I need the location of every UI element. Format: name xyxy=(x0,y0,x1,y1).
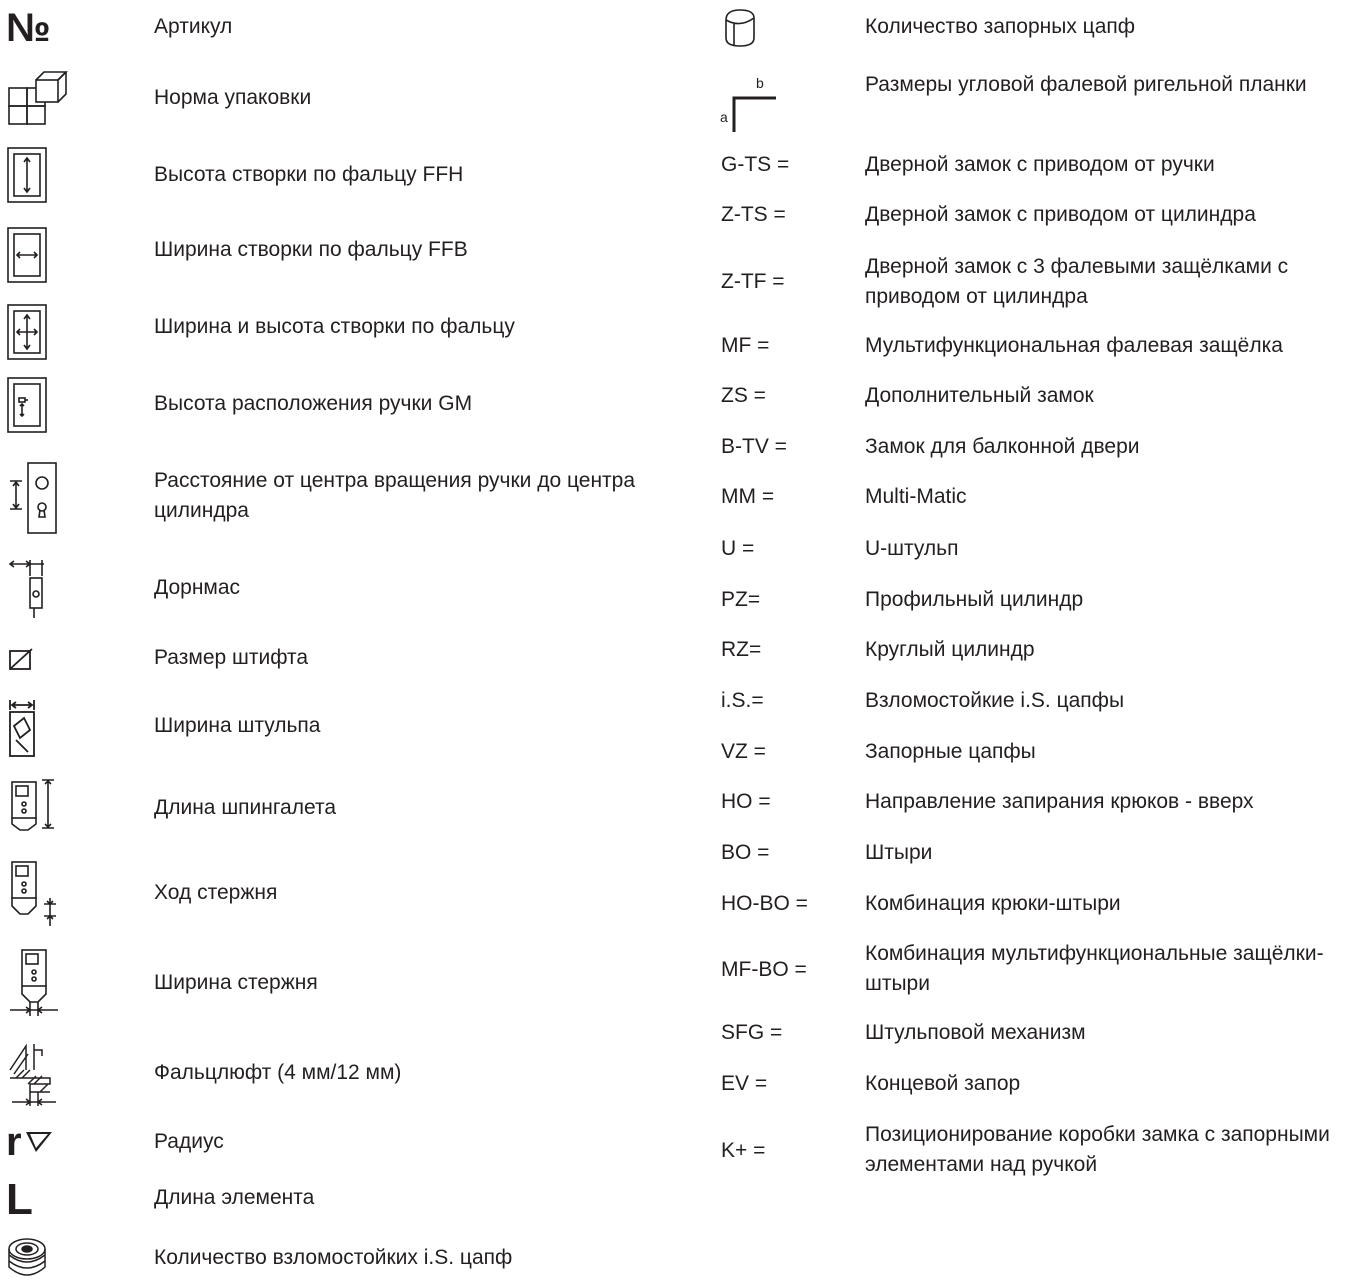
legend-row xyxy=(700,150,1349,180)
legend-symbol: VZ = xyxy=(721,740,766,763)
legend-row xyxy=(700,939,1349,999)
shoot-bolt-length-icon xyxy=(6,776,76,840)
legend-text: Высота расположения ручки GM xyxy=(154,392,473,415)
legend-symbol: i.S.= xyxy=(721,689,764,712)
faceplate-width-icon xyxy=(6,696,76,760)
legend-row xyxy=(700,737,1349,767)
legend-text: Дополнительный замок xyxy=(865,384,1094,407)
legend-row xyxy=(0,556,680,620)
legend-row xyxy=(0,68,680,128)
legend-row xyxy=(0,0,680,56)
handle-height-icon xyxy=(6,375,76,435)
legend-text: Дорнмас xyxy=(154,576,241,599)
legend-row xyxy=(700,1120,1349,1180)
legend-symbol: G-TS = xyxy=(721,153,790,176)
legend-row xyxy=(0,145,680,205)
legend-text: Дверной замок с приводом от ручки xyxy=(865,153,1215,176)
legend-symbol: RZ= xyxy=(721,638,762,661)
legend-symbol: MF-BO = xyxy=(721,958,807,981)
security-cam-icon xyxy=(6,1236,76,1286)
legend-text: Размер штифта xyxy=(154,646,309,669)
legend-row xyxy=(0,858,680,928)
legend-text: Круглый цилиндр xyxy=(865,638,1035,661)
legend-text: Комбинация крюки-штыри xyxy=(865,892,1121,915)
legend-row xyxy=(700,200,1349,230)
legend-symbol: EV = xyxy=(721,1072,768,1095)
angle-label-b: b xyxy=(756,75,764,91)
legend-text: Количество взломостойких i.S. цапф xyxy=(154,1246,513,1269)
locking-cam-icon xyxy=(720,6,756,55)
legend-row xyxy=(700,482,1349,512)
backset-icon xyxy=(6,556,76,620)
legend-row xyxy=(700,381,1349,411)
legend-text: Взломостойкие i.S. цапфы xyxy=(865,689,1125,712)
legend-row xyxy=(700,1069,1349,1099)
legend-text: Ширина штульпа xyxy=(154,714,321,737)
legend-row xyxy=(700,534,1349,564)
legend-text: Ширина створки по фальцу FFB xyxy=(154,238,468,261)
legend-row xyxy=(0,946,680,1022)
legend-symbol: U = xyxy=(721,537,755,560)
legend-text: Multi-Matic xyxy=(865,485,967,508)
legend-row xyxy=(0,458,680,538)
legend-text: Высота створки по фальцу FFH xyxy=(154,163,464,186)
legend-text: Мультифункциональная фалевая защёлка xyxy=(865,334,1283,357)
legend-text: Норма упаковки xyxy=(154,86,312,109)
legend-row xyxy=(0,1176,680,1224)
legend-text: Штульповой механизм xyxy=(865,1021,1086,1044)
legend-symbol: SFG = xyxy=(721,1021,783,1044)
legend-text: Комбинация мультифункциональные защёлки-штыри xyxy=(865,942,1324,995)
legend-row xyxy=(0,1236,680,1286)
legend-row xyxy=(700,1018,1349,1048)
pin-size-icon xyxy=(6,640,76,680)
rod-width-icon xyxy=(6,946,76,1022)
radius-icon: r xyxy=(6,1122,76,1162)
legend-symbol: HO-BO = xyxy=(721,892,808,915)
legend-text: Профильный цилиндр xyxy=(865,588,1084,611)
legend-text: Замок для балконной двери xyxy=(865,435,1140,458)
legend-row xyxy=(0,225,680,285)
legend-text: Дверной замок с приводом от цилиндра xyxy=(865,203,1256,226)
legend-symbol: HO = xyxy=(721,790,771,813)
legend-row xyxy=(0,640,680,680)
legend-text: Ширина и высота створки по фальцу xyxy=(154,315,515,338)
legend-text: Направление запирания крюков - вверх xyxy=(865,790,1254,813)
legend-symbol: Z-TS = xyxy=(721,203,786,226)
legend-row xyxy=(700,432,1349,462)
legend-text: Дверной замок с 3 фалевыми защёлками с приводом от цилиндра xyxy=(865,255,1289,308)
legend-row xyxy=(700,686,1349,716)
legend-text: U-штульп xyxy=(865,537,959,560)
legend-row xyxy=(0,1122,680,1162)
legend-text: Количество запорных цапф xyxy=(865,15,1136,38)
legend-row xyxy=(0,1040,680,1110)
legend-text: Запорные цапфы xyxy=(865,740,1036,763)
angle-label-a: a xyxy=(720,109,728,125)
legend-symbol: PZ= xyxy=(721,588,761,611)
legend-row xyxy=(700,252,1349,312)
legend-symbol: ZS = xyxy=(721,384,766,407)
sash-width-height-icon xyxy=(6,302,76,362)
legend-text: Концевой запор xyxy=(865,1072,1021,1095)
legend-row xyxy=(700,0,1349,56)
legend-text: Артикул xyxy=(154,15,233,38)
length-icon: L xyxy=(6,1175,33,1224)
legend-text: Длина элемента xyxy=(154,1186,315,1209)
legend-text: Ход стержня xyxy=(154,881,278,904)
legend-row xyxy=(0,375,680,435)
legend-text: Фальцлюфт (4 мм/12 мм) xyxy=(154,1061,402,1084)
package-cubes-icon xyxy=(6,68,76,128)
legend-symbol: Z-TF = xyxy=(721,270,785,293)
angle-strip-icon xyxy=(720,72,780,137)
legend-text: Расстояние от центра вращения ручки до центра цилиндра xyxy=(154,469,636,522)
legend-text: Радиус xyxy=(154,1130,224,1153)
rod-stroke-icon xyxy=(6,858,76,928)
legend-row xyxy=(700,787,1349,817)
legend-symbol: MM = xyxy=(721,485,775,508)
legend-symbol: BO = xyxy=(721,841,770,864)
legend-row xyxy=(700,66,1349,134)
legend-text: Штыри xyxy=(865,841,933,864)
sash-width-icon xyxy=(6,225,76,285)
handle-cylinder-distance-icon xyxy=(6,458,76,538)
legend-symbol: MF = xyxy=(721,334,770,357)
legend-symbol: B-TV = xyxy=(721,435,787,458)
legend-row xyxy=(0,696,680,760)
legend-text: Размеры угловой фалевой ригельной планки xyxy=(865,73,1307,96)
rebate-gap-icon xyxy=(6,1040,76,1110)
legend-text: Длина шпингалета xyxy=(154,796,337,819)
legend-row xyxy=(0,302,680,362)
legend-row xyxy=(700,585,1349,615)
legend-text: Ширина стержня xyxy=(154,971,318,994)
legend-row xyxy=(700,635,1349,665)
legend-symbol: K+ = xyxy=(721,1139,766,1162)
legend-row xyxy=(700,889,1349,919)
number-sign-icon: № xyxy=(6,6,51,50)
legend-text: Позиционирование коробки замка с запорными элементами над ручкой xyxy=(865,1123,1330,1176)
legend-row xyxy=(700,838,1349,868)
legend-row xyxy=(700,331,1349,361)
legend-row xyxy=(0,776,680,840)
sash-height-icon xyxy=(6,145,76,205)
